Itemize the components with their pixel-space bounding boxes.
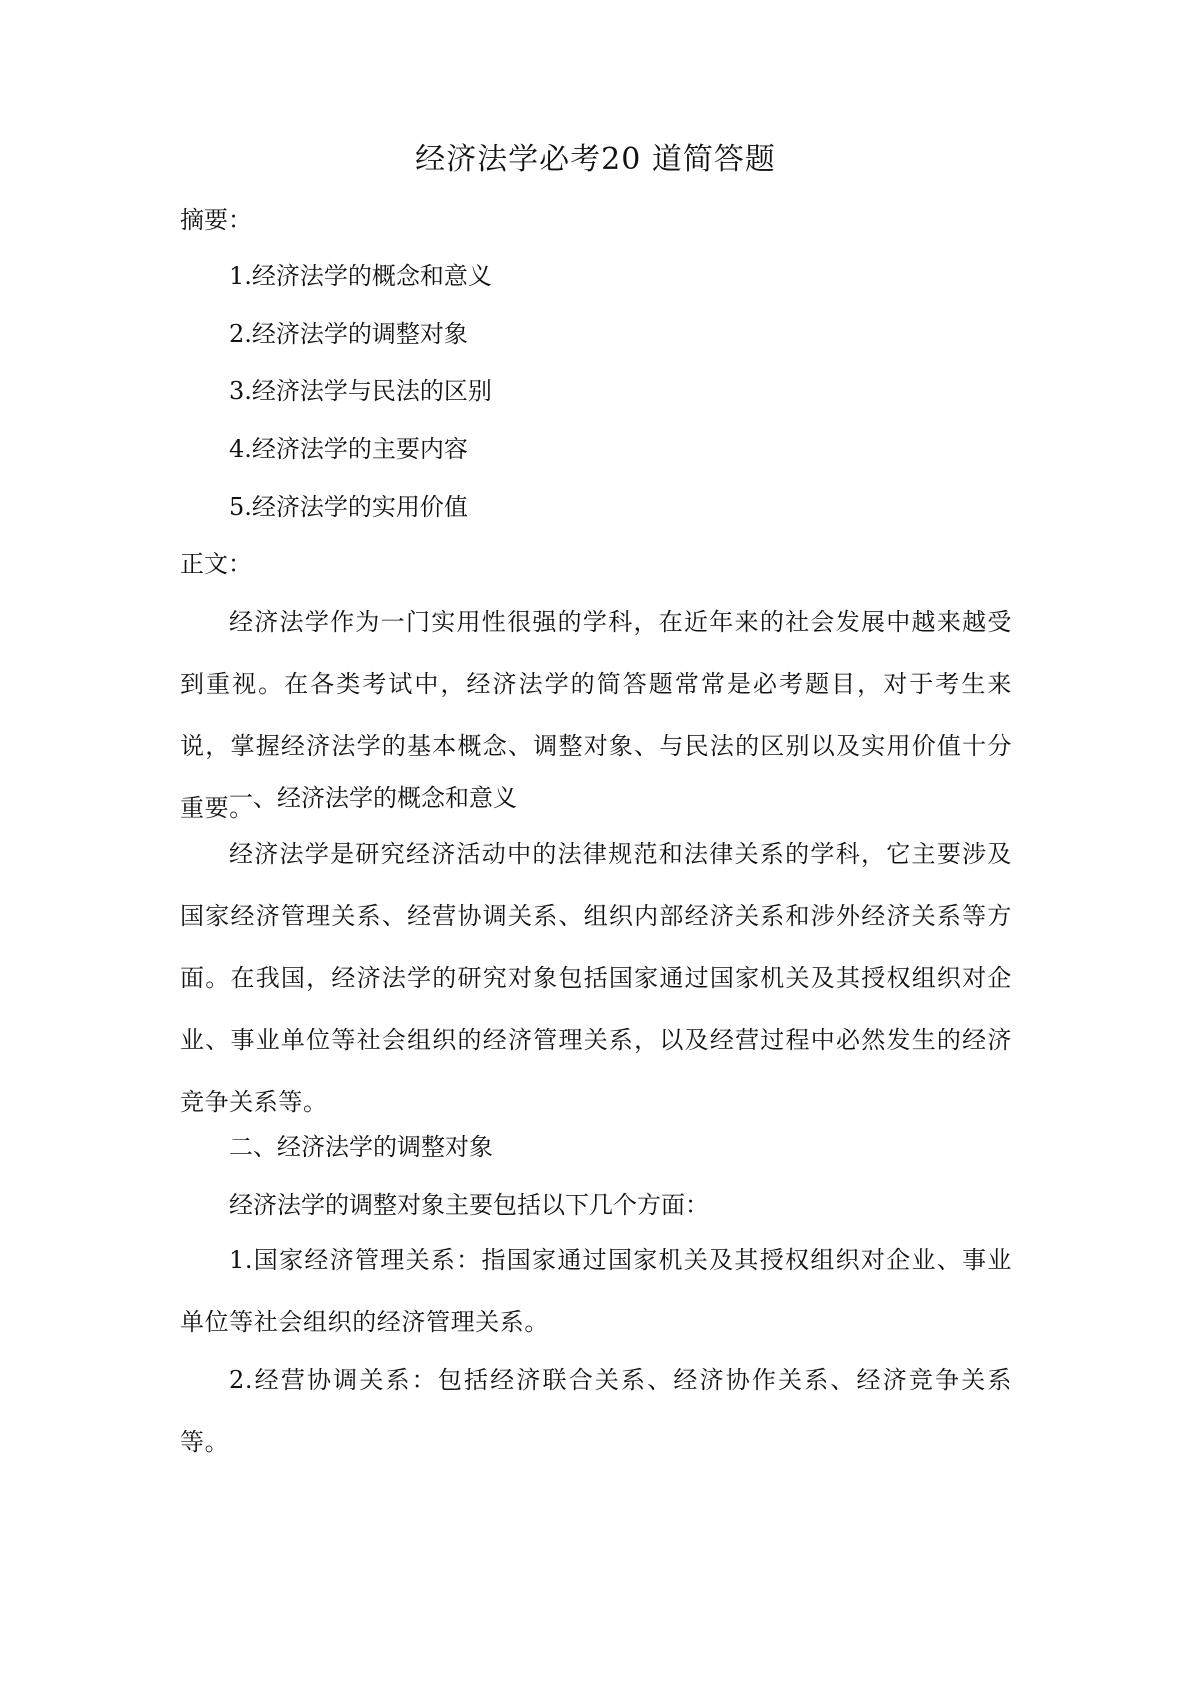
section2-item: 2.经营协调关系：包括经济联合关系、经济协作关系、经济竞争关系等。 [180,1366,1012,1456]
section-heading: 一、经济法学的概念和意义 [229,784,517,812]
section2-intro: 经济法学的调整对象主要包括以下几个方面： [229,1191,709,1219]
section1-paragraph: 经济法学是研究经济活动中的法律规范和法律关系的学科，它主要涉及国家经济管理关系、经营协调关系、组织内部经济关系和涉外经济关系等方面。在我国，经济法学的研究对象包括国家通过国家机关及其授权组织对企业、事业单位等社会组织的经济管理关系，以及经营过程中必然发生的经济竞争关系等。 [180,840,1012,1116]
body-label: 正文： [180,550,252,578]
abstract-item: 4.经济法学的主要内容 [229,435,468,463]
abstract-item: 5.经济法学的实用价值 [229,493,468,521]
abstract-label: 摘要： [180,206,252,234]
section-heading: 二、经济法学的调整对象 [229,1133,493,1161]
document-title: 经济法学必考20 道简答题 [415,142,776,177]
intro-paragraph: 经济法学作为一门实用性很强的学科，在近年来的社会发展中越来越受到重视。在各类考试中，经济法学的简答题常常是必考题目，对于考生来说，掌握经济法学的基本概念、调整对象、与民法的区别以及实用价值十分重要。 [180,608,1012,822]
abstract-item: 3.经济法学与民法的区别 [229,377,492,405]
abstract-item: 1.经济法学的概念和意义 [229,262,492,290]
abstract-item: 2.经济法学的调整对象 [229,320,468,348]
section2-item: 1.国家经济管理关系：指国家通过国家机关及其授权组织对企业、事业单位等社会组织的经济管理关系。 [180,1246,1012,1336]
